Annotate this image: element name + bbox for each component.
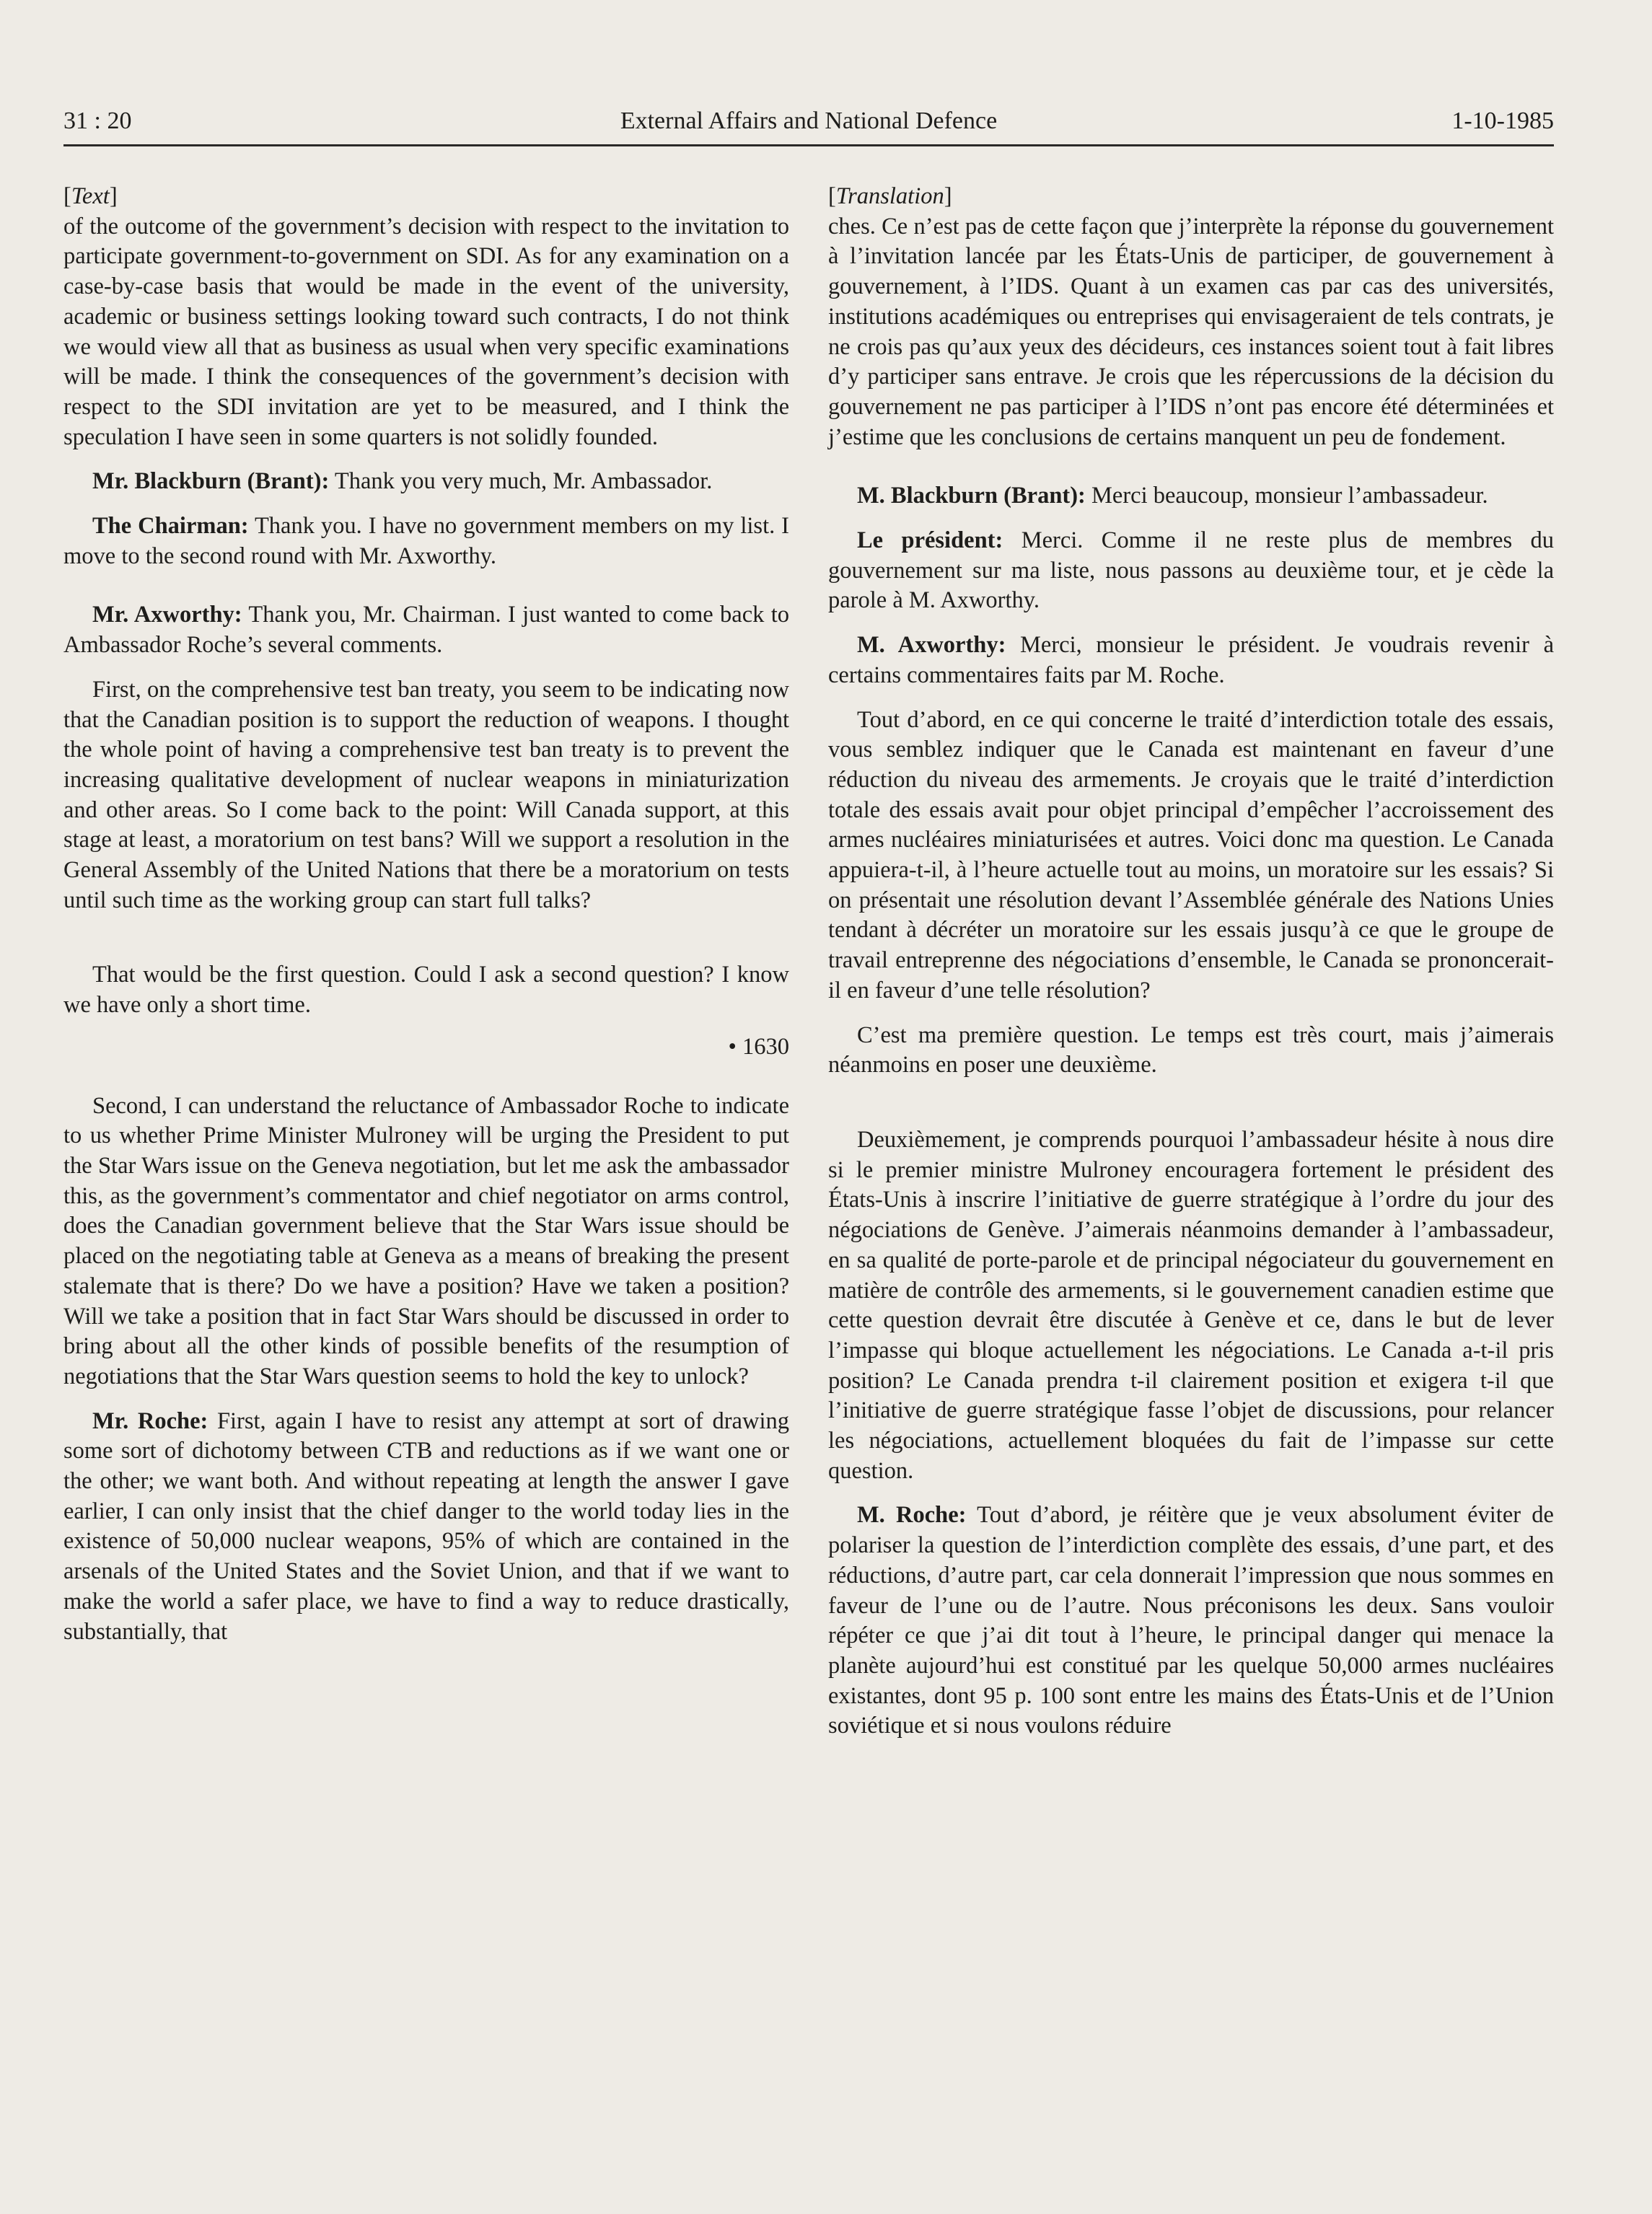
column-label: [Text] [63, 183, 118, 209]
header-date: 1-10-1985 [1451, 107, 1554, 134]
paragraph: ches. Ce n’est pas de cette façon que j’interprète la réponse du gouvernement à l’invitation lancée par les États-Unis de participer, de gouvernement à gouvernement, à l’IDS. Quant à un examen cas par cas des universités, institutions académiques ou entreprises qui envisageraient de tels contrats, je ne crois pas qu’aux yeux des décideurs, ces instances soient tout à fait libres d’y participer sans entrave. Je crois que les répercussions de la décision du gouvernement ne pas participer à l’IDS n’ont pas encore été déterminées et j’estime que les conclusions de certains manquent un peu de fondement. [828, 213, 1554, 450]
paragraph: of the outcome of the government’s decision with respect to the invitation to participate government-to-government on SDI. As for any examination on a case-by-case basis that would be made in the event of the university, academic or business settings looking toward such contracts, I do not think we would view all that as business as usual when very specific examinations will be made. I think the consequences of the government’s decision with respect to the SDI invitation are yet to be measured, and I think the speculation I have seen in some quarters is not solidly founded. [63, 213, 789, 450]
speaker-name: Mr. Axworthy: [92, 602, 242, 628]
paragraph: M. Axworthy: Merci, monsieur le président. Je voudrais revenir à certains commentaires faits par M. Roche. [828, 632, 1554, 688]
page-number: 31 : 20 [63, 107, 132, 134]
time-marker: • 1630 [728, 1033, 789, 1060]
english-column [63, 182, 789, 1647]
speaker-name: Mr. Roche: [92, 1407, 208, 1434]
paragraph: Mr. Blackburn (Brant): Thank you very much, Mr. Ambassador. [92, 468, 713, 495]
header-rule [63, 144, 1554, 146]
paragraph: First, on the comprehensive test ban treaty, you seem to be indicating now that the Canadian position is to support the reduction of weapons. I thought the whole point of having a comprehensive test ban treaty is to prevent the increasing qualitative development of nuclear weapons in miniaturization and other areas. So I come back to the point: Will Canada support, at this stage at least, a moratorium on test bans? Will we support a resolution in the General Assembly of the United Nations that there be a moratorium on tests until such time as the working group can start full talks? [63, 676, 789, 913]
speaker-name: The Chairman: [92, 513, 249, 540]
paragraph: M. Roche: Tout d’abord, je réitère que je veux absolument éviter de polariser la question de l’interdiction complète des essais, d’une part, et des réductions, d’autre part, car cela donnerait l’impression que nous sommes en faveur de l’une ou de l’autre. Nous préconisons les deux. Sans vouloir répéter ce que j’ai dit tout à l’heure, le principal danger qui menace la planète aujourd’hui est constitué par les quelque 50,000 armes nucléaires existantes, dont 95 p. 100 sont entre les mains des États-Unis et de l’Union soviétique et si nous voulons réduire [828, 1502, 1554, 1739]
paragraph: Mr. Roche: First, again I have to resist any attempt at sort of drawing some sort of dichotomy between CTB and reductions as if we want one or the other; we want both. And without repeating at length the answer I gave earlier, I can only insist that the chief danger to the world today lies in the existence of 50,000 nuclear weapons, 95% of which are contained in the arsenals of the United States and the Soviet Union, and that if we want to make the world a safer place, we have to find a way to reduce drastically, substantially, that [63, 1407, 789, 1645]
french-column [828, 182, 1554, 1741]
speaker-name: Mr. Blackburn (Brant): [92, 468, 330, 495]
column-label: [Translation] [828, 183, 952, 209]
paragraph: Le président: Merci. Comme il ne reste plus de membres du gouvernement sur ma liste, nous passons au deuxième tour, et je cède la parole à M. Axworthy. [828, 527, 1554, 614]
paragraph: That would be the first question. Could I ask a second question? I know we have only a short time. [63, 962, 789, 1019]
speaker-name: M. Blackburn (Brant): [857, 483, 1086, 509]
running-title: External Affairs and National Defence [620, 107, 998, 134]
paragraph: C’est ma première question. Le temps est très court, mais j’aimerais néanmoins en poser une deuxième. [828, 1022, 1554, 1079]
speaker-name: M. Roche: [857, 1502, 967, 1529]
paragraph: Tout d’abord, en ce qui concerne le traité d’interdiction totale des essais, vous semblez indiquer que le Canada est maintenant en faveur d’une réduction du niveau des armements. Je croyais que le traité d’interdiction totale des essais avait pour objet principal d’empêcher l’accroissement des armes nucléaires miniaturisées et autres. Voici donc ma question. Le Canada appuiera-t-il, à l’heure actuelle tout au moins, un moratoire sur les essais? Si on présentait une résolution devant l’Assemblée générale des Nations Unies tendant à décréter un moratoire sur les essais jusqu’à ce que le groupe de travail entreprenne des négociations d’ensemble, le Canada se prononcerait-il en faveur d’une telle résolution? [828, 706, 1554, 1003]
paragraph: Second, I can understand the reluctance of Ambassador Roche to indicate to us whether Prime Minister Mulroney will be urging the President to put the Star Wars issue on the Geneva negotiation, but let me ask the ambassador this, as the government’s commentator and chief negotiator on arms control, does the Canadian government believe that the Star Wars issue should be placed on the negotiating table at Geneva as a means of breaking the present stalemate that is there? Do we have a position? Have we taken a position? Will we take a position that in fact Star Wars should be discussed in order to bring about all the other kinds of possible benefits of the resumption of negotiations that the Star Wars question seems to hold the key to unlock? [63, 1092, 789, 1389]
paragraph: The Chairman: Thank you. I have no government members on my list. I move to the second round with Mr. Axworthy. [63, 513, 789, 569]
speaker-name: M. Axworthy: [857, 632, 1006, 659]
paragraph: Deuxièmement, je comprends pourquoi l’ambassadeur hésite à nous dire si le premier ministre Mulroney encouragera fortement le président des États-Unis à inscrire l’initiative de guerre stratégique à l’ordre du jour des négociations de Genève. J’aimerais néanmoins demander à l’ambassadeur, en sa qualité de porte-parole et de principal négociateur du gouvernement en matière de contrôle des armements, si le gouvernement canadien estime que cette question devrait être discutée à Genève et ce, dans le but de lever l’impasse qui bloque actuellement les négociations. Le Canada a-t-il pris position? Le Canada prendra t-il clairement position et exigera t-il que l’initiative de guerre stratégique fasse l’objet de discussions, pour relancer les négociations, actuellement bloquées du fait de l’impasse sur cette question. [828, 1126, 1554, 1484]
speaker-name: Le président: [857, 527, 1003, 554]
paragraph: M. Blackburn (Brant): Merci beaucoup, monsieur l’ambassadeur. [857, 483, 1488, 509]
paragraph: Mr. Axworthy: Thank you, Mr. Chairman. I just wanted to come back to Ambassador Roche’s several comments. [63, 602, 789, 659]
